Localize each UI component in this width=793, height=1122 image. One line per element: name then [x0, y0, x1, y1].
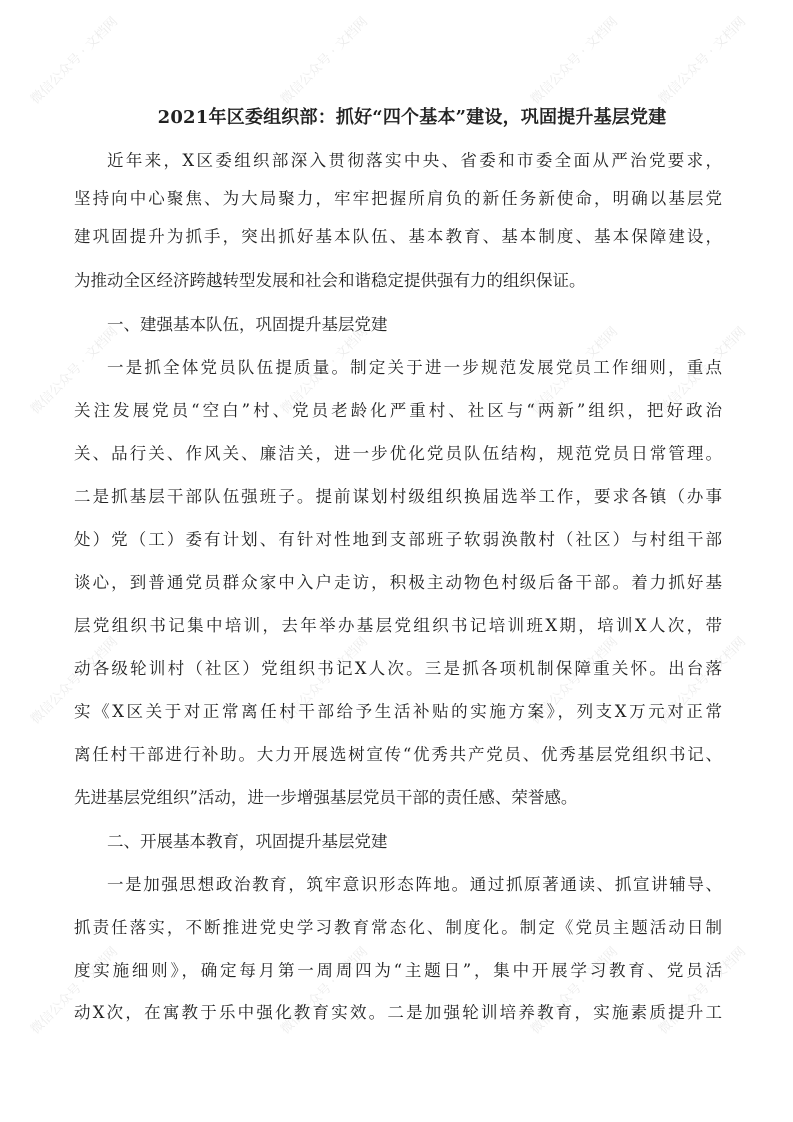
paragraph-line: 一是加强思想政治教育，筑牢意识形态阵地。通过抓原著通读、抓宣讲辅导、 — [107, 875, 722, 894]
paragraph-line: 离任村干部进行补助。大力开展选树宣传“优秀共产党员、优秀基层党组织书记、 — [74, 745, 722, 764]
watermark-text: 微信公众号 · 文档网 — [656, 324, 750, 418]
watermark-text: 微信公众号 · 文档网 — [656, 944, 750, 1038]
document-title: 2021年区委组织部：抓好“四个基本”建设，巩固提升基层党建 — [157, 107, 667, 128]
paragraph-line: 关注发展党员“空白”村、党员老龄化严重村、社区与“两新”组织，把好政治 — [74, 401, 722, 420]
watermark-text: 微信公众号 · 文档网 — [278, 944, 372, 1038]
paragraph-line: 坚持向中心聚焦、为大局聚力，牢牢把握所肩负的新任务新使命，明确以基层党 — [74, 189, 722, 208]
watermark-text: 微信公众号 · 文档网 — [278, 634, 372, 728]
paragraph-line: 一是抓全体党员队伍提质量。制定关于进一步规范发展党员工作细则，重点 — [107, 358, 722, 377]
watermark-text: 微信公众号 · 文档网 — [656, 14, 750, 108]
paragraph-line: 动各级轮训村（社区）党组织书记X人次。三是抓各项机制保障重关怀。出台落 — [74, 659, 722, 678]
paragraph-line: 度实施细则》，确定每月第一周周四为“主题日”，集中开展学习教育、党员活 — [74, 961, 722, 980]
paragraph-line: 为推动全区经济跨越转型发展和社会和谐稳定提供强有力的组织保证。 — [74, 271, 586, 290]
paragraph-line: 抓责任落实，不断推进党史学习教育常态化、制度化。制定《党员主题活动日制 — [74, 918, 722, 937]
paragraph-line: 先进基层党组织”活动，进一步增强基层党员干部的责任感、荣誉感。 — [74, 788, 578, 807]
paragraph-line: 层党组织书记集中培训，去年举办基层党组织书记培训班X期，培训X人次，带 — [74, 616, 722, 635]
watermark-text: 微信公众号 · 文档网 — [28, 14, 122, 108]
watermark-text: 微信公众号 · 文档网 — [28, 324, 122, 418]
watermark-text: 微信公众号 · 文档网 — [28, 634, 122, 728]
watermark-text: 微信公众号 · 文档网 — [528, 324, 622, 418]
section-heading: 二、开展基本教育，巩固提升基层党建 — [107, 832, 388, 851]
watermark-text: 微信公众号 · 文档网 — [528, 944, 622, 1038]
watermark-text: 微信公众号 · 文档网 — [528, 634, 622, 728]
section-heading: 一、建强基本队伍，巩固提升基层党建 — [107, 315, 388, 334]
watermark-text: 微信公众号 · 文档网 — [28, 944, 122, 1038]
paragraph-line: 关、品行关、作风关、廉洁关，进一步优化党员队伍结构，规范党员日常管理。 — [74, 444, 722, 463]
watermark-text: 微信公众号 · 文档网 — [528, 14, 622, 108]
paragraph-line: 二是抓基层干部队伍强班子。提前谋划村级组织换届选举工作，要求各镇（办事 — [74, 487, 722, 506]
watermark-text: 微信公众号 · 文档网 — [656, 634, 750, 728]
watermark-text: 微信公众号 · 文档网 — [278, 324, 372, 418]
paragraph-line: 谈心，到普通党员群众家中入户走访，积极主动物色村级后备干部。着力抓好基 — [74, 573, 722, 592]
paragraph-line: 动X次，在寓教于乐中强化教育实效。二是加强轮训培养教育，实施素质提升工 — [74, 1003, 722, 1022]
paragraph-line: 建巩固提升为抓手，突出抓好基本队伍、基本教育、基本制度、基本保障建设， — [74, 227, 722, 246]
paragraph-line: 近年来，X区委组织部深入贯彻落实中央、省委和市委全面从严治党要求， — [107, 151, 722, 170]
watermark-text: 微信公众号 · 文档网 — [278, 14, 372, 108]
paragraph-line: 实《X区关于对正常离任村干部给予生活补贴的实施方案》，列支X万元对正常 — [74, 702, 722, 721]
paragraph-line: 处）党（工）委有计划、有针对性地到支部班子软弱涣散村（社区）与村组干部 — [74, 530, 722, 549]
